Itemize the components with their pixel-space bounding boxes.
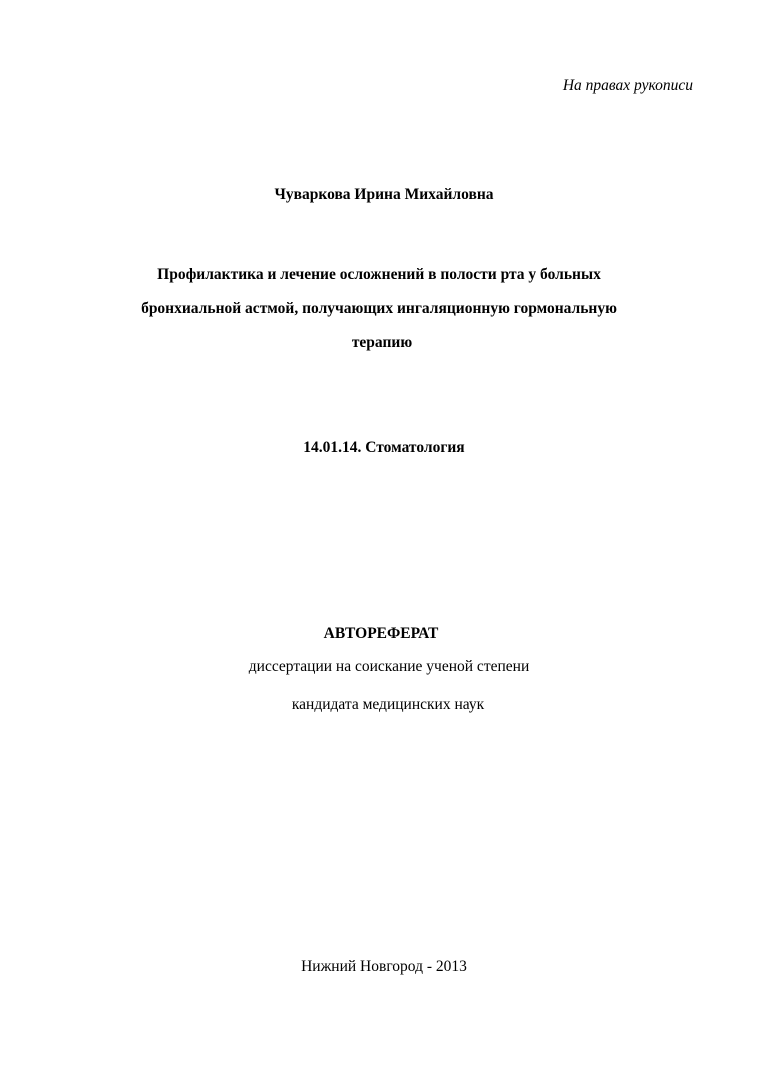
title-line: Профилактика и лечение осложнений в полости рта у больных — [157, 266, 601, 283]
title-line: терапию — [351, 334, 413, 351]
specialty-code: 14.01.14. Стоматология — [303, 439, 465, 456]
rights-note: На правах рукописи — [562, 77, 693, 94]
document-type: АВТОРЕФЕРАТ — [323, 625, 439, 642]
degree-description-line: диссертации на соискание ученой степени — [248, 658, 530, 675]
author-name: Чуваркова Ирина Михайловна — [274, 186, 494, 203]
city-year: Нижний Новгород - 2013 — [301, 958, 467, 975]
degree-description-line: кандидата медицинских наук — [291, 696, 485, 713]
title-line: бронхиальной астмой, получающих ингаляционную гормональную — [141, 300, 617, 317]
dissertation-title — [0, 258, 768, 360]
